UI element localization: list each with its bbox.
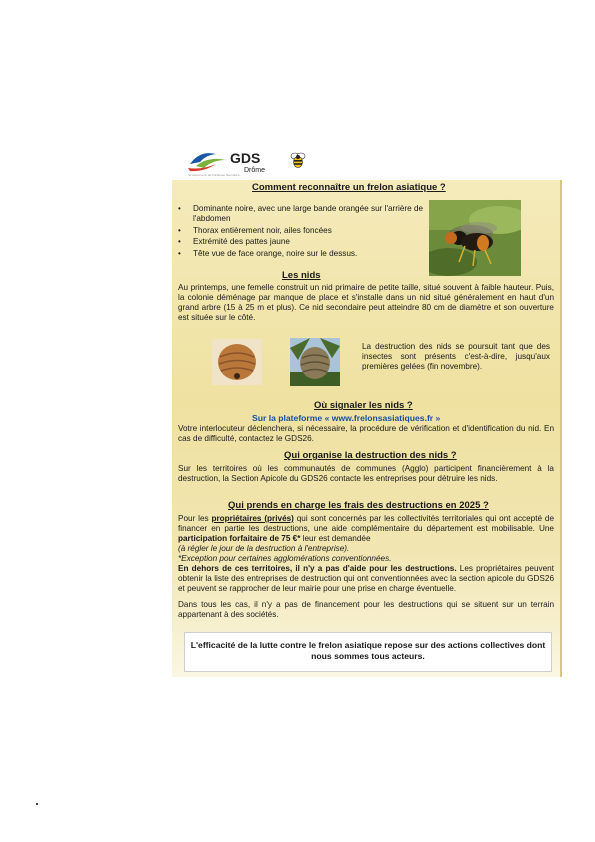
organize-text: Sur les territoires où les communautés de communes (Agglo) participent financièrement à la destruction, la Section Apicole du GDS26 contacte les entreprises pour détruire les nids. xyxy=(178,464,554,483)
bullet-item: • Tête vue de face orange, noire sur le dessus. xyxy=(176,249,436,259)
bullet-item: • Thorax entièrement noir, ailes foncées xyxy=(176,226,436,236)
bullet-item: • Extrémité des pattes jaune xyxy=(176,237,436,247)
section-title-identify: Comment reconnaître un frelon asiatique ? xyxy=(252,182,446,193)
costs-paragraph-2 xyxy=(178,564,554,594)
header xyxy=(186,146,326,180)
closing-callout xyxy=(184,632,552,672)
hornet-photo xyxy=(429,200,521,276)
exception-note: *Exception pour certaines agglomérations conventionnées. xyxy=(178,554,392,563)
owners-highlight: propriétaires (privés) xyxy=(211,514,294,523)
section-title-nests: Les nids xyxy=(282,270,321,281)
section-title-costs: Qui prends en charge les frais des destructions en 2025 ? xyxy=(228,500,489,511)
costs-text: qui sont concernés par les collectivités territoriales qui ont accepté de financer en partie les destructions, une aide complémentaire du département est mobilisable. Une xyxy=(178,514,555,533)
identify-bullets xyxy=(176,204,436,260)
secondary-nest-photo xyxy=(290,338,340,386)
platform-link[interactable]: Sur la plateforme « www.frelonsasiatiques.fr » xyxy=(252,413,441,423)
panel-edge xyxy=(560,180,562,677)
nests-text: Au printemps, une femelle construit un nid primaire de petite taille, situé souvent à faible hauteur. Puis, la colonie déménage par manque de place et s'installe dans un nid situé généralement en haut d'un grand arbre (15 à 25 m et plus). Ce nid secondaire peut atteindre 80 cm de diamètre et son ouverture est située sur le côté. xyxy=(178,283,554,322)
report-text: Votre interlocuteur déclenchera, si nécessaire, la procédure de vérification et d'identification du nid. En cas de difficulté, contactez le GDS26. xyxy=(178,424,554,443)
bee-icon xyxy=(290,151,306,169)
brand-name: GDS xyxy=(230,150,261,166)
callout-text: L'efficacité de la lutte contre le frelon asiatique repose sur des actions collectives dont nous sommes tous acteurs. xyxy=(190,640,546,661)
participation-amount: participation forfaitaire de 75 €* xyxy=(178,534,301,543)
payment-note: (à régler le jour de la destruction à l'entreprise). xyxy=(178,544,350,553)
costs-text: leur est demandée xyxy=(300,534,371,543)
costs-paragraph-3: Dans tous les cas, il n'y a pas de financement pour les destructions qui se situent sur un terrain appartenant à des sociétés. xyxy=(178,600,554,619)
destruction-period-text: La destruction des nids se poursuit tant que des insectes sont présents c'est-à-dire, jusqu'aux premières gelées (fin novembre). xyxy=(362,342,550,371)
costs-paragraph-1 xyxy=(178,514,554,564)
gds-logo-icon xyxy=(186,146,228,174)
section-title-report: Où signaler les nids ? xyxy=(314,400,413,411)
section-title-organize: Qui organise la destruction des nids ? xyxy=(284,450,457,461)
costs-text: Pour les xyxy=(178,514,212,523)
costs-text: Les propriétaires peuvent obtenir la liste des entreprises de destruction qui ont conventionnées avec la section apicole du GDS26 et peuvent se rapprocher de leur mairie pour une prise en charge éventuelle. xyxy=(178,564,554,593)
bullet-item: • Dominante noire, avec une large bande orangée sur l'arrière de l'abdomen xyxy=(176,204,436,224)
scan-speck xyxy=(36,803,38,805)
primary-nest-photo xyxy=(212,339,262,385)
no-aid-statement: En dehors de ces territoires, il n'y a pas d'aide pour les destructions. xyxy=(178,564,457,573)
logo-tagline: Groupement de Défense Sanitaire xyxy=(188,173,240,177)
brand-region: Drôme xyxy=(244,167,266,174)
flyer xyxy=(172,142,562,677)
